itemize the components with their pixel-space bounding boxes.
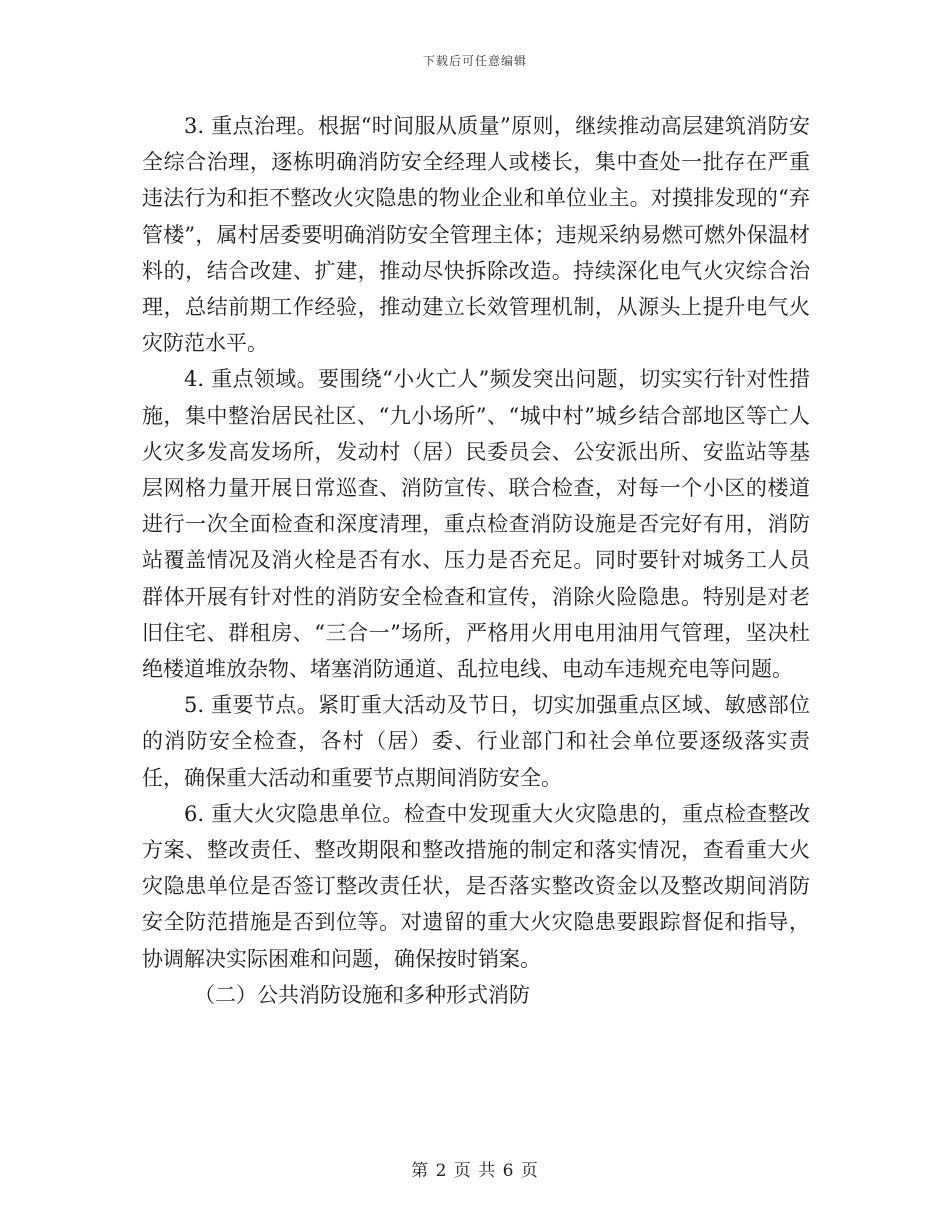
paragraph-key-areas: 4. 重点领域。要围绕“小火亡人”频发突出问题，切实实行针对性措施，集中整治居民社区、“九小场所”、“城中村”城乡结合部地区等亡人火灾多发高发场所，发动村（居）民委员会、公安派出所、安监站等基层网格力量开展日常巡查、消防宣传、联合检查，对每一个小区的楼道进行一次全面检查和深度清理，重点检查消防设施是否完好有用，消防站覆盖情况及消火栓是否有水、压力是否充足。同时要针对城务工人员群体开展有针对性的消防安全检查和宣传，消除火险隐患。特别是对老旧住宅、群租房、“三合一”场所，严格用火用电用油用气管理，坚决杜绝楼道堆放杂物、堵塞消防通道、乱拉电线、电动车违规充电等问题。 [142, 367, 810, 682]
paragraph-important-nodes: 5. 重要节点。紧盯重大活动及节日，切实加强重点区域、敏感部位的消防安全检查，各村（居）委、行业部门和社会单位要逐级落实责任，确保重大活动和重要节点期间消防安全。 [142, 693, 810, 790]
page-number: 第 2 页 共 6 页 [411, 1161, 539, 1181]
document-body [142, 108, 810, 1013]
page-header: 下载后可任意编辑 [422, 54, 527, 68]
paragraph-key-governance: 3. 重点治理。根据“时间服从质量”原则，继续推动高层建筑消防安全综合治理，逐栋明确消防安全经理人或楼长，集中查处一批存在严重违法行为和拒不整改火灾隐患的物业企业和单位业主。对摸排发现的“弃管楼”，属村居委要明确消防安全管理主体；违规采纳易燃可燃外保温材料的，结合改建、扩建，推动尽快拆除改造。持续深化电气火灾综合治理，总结前期工作经验，推动建立长效管理机制，从源头上提升电气火灾防范水平。 [142, 114, 810, 356]
section-subheading: （二）公共消防设施和多种形式消防 [194, 982, 530, 1007]
paragraph-major-hazard-units: 6. 重大火灾隐患单位。检查中发现重大火灾隐患的，重点检查整改方案、整改责任、整改期限和整改措施的制定和落实情况，查看重大火灾隐患单位是否签订整改责任状，是否落实整改资金以及整改期间消防安全防范措施是否到位等。对遗留的重大火灾隐患要跟踪督促和指导，协调解决实际困难和问题，确保按时销案。 [142, 801, 810, 971]
